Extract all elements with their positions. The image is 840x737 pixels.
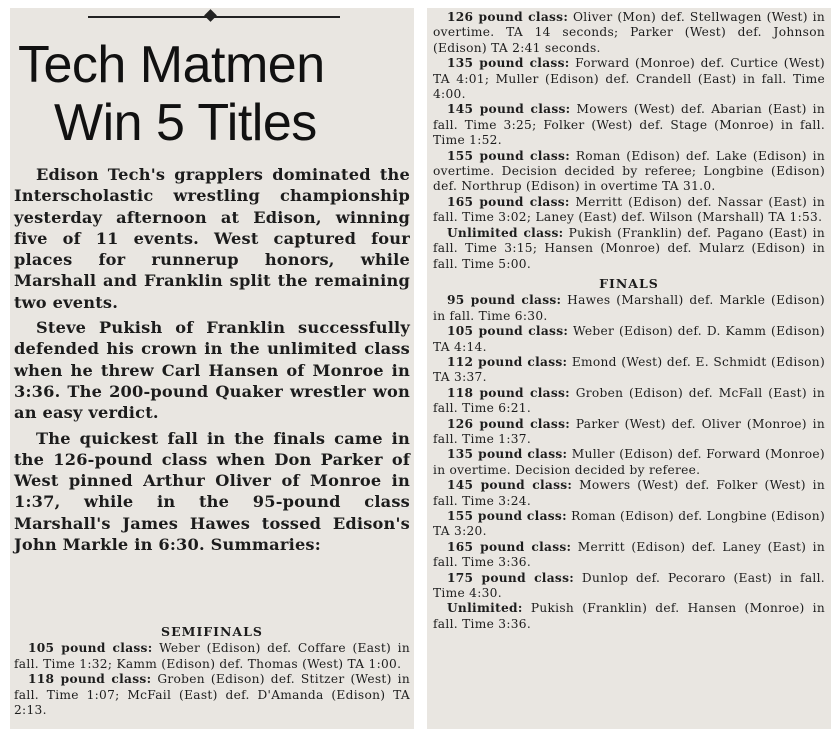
result-text: Roman (Edison) def. Longbine (Edison) TA 3:20. [433, 509, 825, 539]
result-text: Parker (West) def. Oliver (Monroe) in fall. Time 1:37. [433, 416, 825, 446]
result-text: Muller (Edison) def. Forward (Monroe) in overtime. Decision decided by referee. [433, 447, 825, 477]
headline [10, 36, 414, 152]
weight-class: 95 pound class: [447, 293, 562, 308]
weight-class: 105 pound class: [28, 641, 153, 656]
result-entry [433, 226, 825, 272]
weight-class: 155 pound class: [447, 509, 567, 523]
result-entry [433, 293, 825, 324]
result-text: Oliver (Mon) def. Stellwagen (West) in overtime. TA 14 seconds; Parker (West) def. Johnson (Edison) TA 2:41 seconds. [433, 10, 825, 55]
weight-class: 155 pound class: [447, 148, 571, 163]
result-text: Emond (West) def. E. Schmidt (Edison) TA 3:37. [433, 354, 826, 385]
result-entry [433, 10, 825, 56]
result-text: Mowers (West) def. Folker (West) in fall. Time 3:24. [433, 478, 825, 508]
result-text: Groben (Edison) def. Stitzer (West) in fall. Time 1:07; McFail (East) def. D'Amanda (Edison) TA 2:13. [14, 672, 410, 718]
result-entry [433, 571, 825, 602]
finals-heading: FINALS [599, 275, 659, 291]
result-text: Mowers (West) def. Abarian (East) in fall. Time 3:25; Folker (West) def. Stage (Monroe) in fall. Time 1:52. [433, 102, 825, 148]
semifinals-left [14, 620, 410, 718]
result-entry [433, 478, 825, 509]
result-text: Forward (Monroe) def. Curtice (West) TA 4:01; Muller (Edison) def. Crandell (East) in fall. Time 4:00. [433, 56, 825, 102]
weight-class: 118 pound class: [28, 672, 152, 687]
result-text: Weber (Edison) def. Coffare (East) in fall. Time 1:32; Kamm (Edison) def. Thomas (West) TA 1:00. [14, 641, 410, 671]
result-entry [433, 102, 825, 148]
result-entry [433, 324, 825, 355]
result-text: Merritt (Edison) def. Nassar (East) in fall. Time 3:02; Laney (East) def. Wilson (Marshall) TA 1:53. [433, 194, 825, 225]
result-entry [433, 195, 825, 226]
weight-class: 118 pound class: [447, 385, 570, 400]
weight-class: 145 pound class: [447, 478, 573, 493]
result-entry [433, 149, 825, 195]
result-text: Merritt (Edison) def. Laney (East) in fall. Time 3:36. [433, 539, 825, 570]
result-entry [433, 417, 825, 448]
result-text: Pukish (Franklin) def. Pagano (East) in fall. Time 3:15; Hansen (Monroe) def. Mularz (Edison) in fall. Time 5:00. [433, 225, 825, 271]
result-entry [433, 355, 825, 386]
rule-diamond-ornament [204, 9, 217, 22]
result-entry [433, 540, 825, 571]
result-text: Pukish (Franklin) def. Hansen (Monroe) in fall. Time 3:36. [433, 601, 825, 631]
weight-class: 126 pound class: [447, 10, 569, 24]
result-entry [433, 386, 825, 417]
results-right [433, 10, 825, 632]
weight-class: 135 pound class: [447, 447, 568, 462]
paragraph: The quickest fall in the finals came in the 126-pound class when Don Parker of West pinned Arthur Oliver of Monroe in 1:37, while in the 95-pound class Marshall's James Hawes tossed Edison's John Markle in 6:30. Summaries: [14, 428, 410, 555]
weight-class: 135 pound class: [447, 56, 570, 71]
result-entry [14, 641, 410, 672]
headline-line-2: Win 5 Titles [54, 94, 317, 152]
weight-class: 112 pound class: [447, 354, 568, 369]
result-entry [433, 56, 825, 102]
right-column [427, 8, 831, 729]
weight-class: 165 pound class: [447, 539, 572, 554]
weight-class: 165 pound class: [447, 194, 570, 209]
paragraph: Steve Pukish of Franklin successfully defended his crown in the unlimited class when he threw Carl Hansen of Monroe in 3:36. The 200-pound Quaker wrestler won an easy verdict. [14, 318, 410, 423]
weight-class: Unlimited class: [447, 225, 564, 240]
result-text: Roman (Edison) def. Lake (Edison) in overtime. Decision decided by referee; Longbine (Edison) def. Northrup (Edison) in overtime TA 31.0. [433, 148, 825, 194]
result-text: Weber (Edison) def. D. Kamm (Edison) TA 4:14. [433, 324, 825, 354]
result-text: Groben (Edison) def. McFall (East) in fall. Time 6:21. [433, 385, 825, 416]
result-text: Dunlop def. Pecoraro (East) in fall. Time 4:30. [433, 570, 825, 601]
weight-class: 105 pound class: [447, 324, 569, 339]
article-body [14, 164, 410, 559]
semifinals-heading: SEMIFINALS [161, 624, 263, 639]
weight-class: 175 pound class: [447, 570, 575, 585]
result-entry [433, 447, 825, 478]
left-column [10, 8, 414, 729]
result-entry [14, 672, 410, 718]
result-text: Hawes (Marshall) def. Markle (Edison) in fall. Time 6:30. [433, 293, 825, 323]
weight-class: Unlimited: [447, 601, 523, 616]
result-entry [433, 601, 825, 632]
paragraph: Edison Tech's grapplers dominated the Interscholastic wrestling championship yesterday afternoon at Edison, winning five of 11 events. West captured four places for runnerup honors, while Marshall and Franklin split the remaining two events. [14, 165, 410, 312]
headline-line-1: Tech Matmen [18, 36, 325, 94]
result-entry [433, 509, 825, 540]
weight-class: 126 pound class: [447, 416, 571, 431]
weight-class: 145 pound class: [447, 102, 571, 117]
